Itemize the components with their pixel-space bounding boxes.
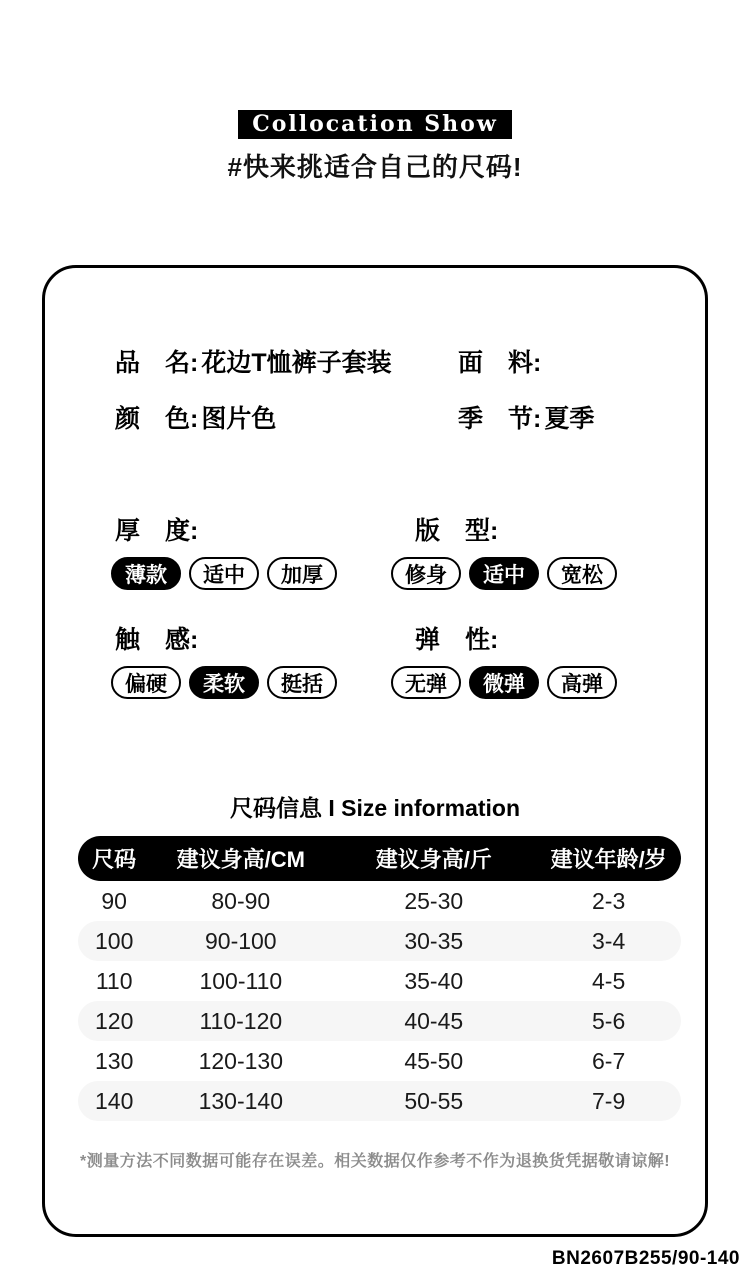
size-table-cell: 45-50 <box>404 1047 464 1074</box>
size-table-cell: 5-6 <box>592 1007 626 1034</box>
attribute-group <box>111 624 391 699</box>
size-table-cell: 130-140 <box>198 1087 284 1114</box>
size-table-cell: 90-100 <box>204 927 277 954</box>
attribute-label: 厚 度: <box>115 517 199 545</box>
attribute-option-pill: 高弹 <box>547 666 617 699</box>
size-table-cell: 2-3 <box>592 887 626 914</box>
product-field <box>458 346 705 380</box>
size-table-row <box>78 921 681 961</box>
size-table-cell: 90 <box>101 887 127 914</box>
attribute-label: 版 型: <box>415 517 499 545</box>
size-table-cell: 80-90 <box>211 887 271 914</box>
banner-wrap <box>0 110 750 139</box>
attribute-option-pill: 修身 <box>391 557 461 590</box>
product-field <box>115 346 458 380</box>
size-table-header <box>78 836 681 881</box>
attribute-group <box>111 515 391 590</box>
product-field <box>458 402 705 436</box>
size-table-cell: 100 <box>94 927 134 954</box>
size-table-rows <box>78 881 681 1121</box>
attribute-option-pill: 偏硬 <box>111 666 181 699</box>
size-table-row <box>78 1001 681 1041</box>
collocation-show-banner: Collocation Show <box>238 110 512 139</box>
attribute-option-pill: 加厚 <box>267 557 337 590</box>
size-table-column-header: 尺码 <box>92 847 137 872</box>
attribute-group <box>391 624 705 699</box>
attribute-options-row <box>391 666 705 699</box>
product-field-value: 图片色 <box>201 405 277 433</box>
size-table-cell: 110-120 <box>199 1007 283 1034</box>
attribute-option-pill: 挺括 <box>267 666 337 699</box>
attribute-option-pill: 无弹 <box>391 666 461 699</box>
attribute-options-row <box>111 557 391 590</box>
attribute-option-pill: 适中 <box>189 557 259 590</box>
size-table-row <box>78 881 681 921</box>
attribute-option-pill-selected: 薄款 <box>111 557 181 590</box>
attribute-group <box>391 515 705 590</box>
attribute-option-pill-selected: 适中 <box>469 557 539 590</box>
product-info-card <box>42 265 708 1237</box>
attribute-option-pill: 宽松 <box>547 557 617 590</box>
size-table-column-header: 建议身高/斤 <box>375 847 492 872</box>
attribute-label: 弹 性: <box>415 626 499 654</box>
product-info-grid <box>45 346 705 436</box>
size-table-cell: 7-9 <box>592 1087 626 1114</box>
size-table-column-header: 建议年龄/岁 <box>550 847 667 872</box>
size-table-cell: 25-30 <box>404 887 464 914</box>
attribute-label: 触 感: <box>115 626 199 654</box>
product-field-value: 花边T恤裤子套装 <box>201 349 392 377</box>
product-field-label: 季 节: <box>458 405 542 433</box>
size-table-row <box>78 961 681 1001</box>
product-field-label: 面 料: <box>458 349 542 377</box>
size-info-title: 尺码信息 I Size information <box>229 795 521 821</box>
size-table-column-header: 建议身高/CM <box>176 847 305 872</box>
size-table-cell: 6-7 <box>592 1047 626 1074</box>
size-table-cell: 110 <box>95 967 133 994</box>
product-field <box>115 402 458 436</box>
size-table-cell: 120 <box>94 1007 134 1034</box>
product-attributes-grid <box>45 515 705 699</box>
product-field-label: 品 名: <box>115 349 199 377</box>
size-table-cell: 130 <box>94 1047 134 1074</box>
attribute-option-pill-selected: 柔软 <box>189 666 259 699</box>
size-table-cell: 100-110 <box>199 967 283 994</box>
product-code-label: BN2607B255/90-140 <box>551 1248 740 1269</box>
size-table-cell: 30-35 <box>404 927 464 954</box>
size-table-row <box>78 1041 681 1081</box>
attribute-option-pill-selected: 微弹 <box>469 666 539 699</box>
size-table-cell: 40-45 <box>404 1007 464 1034</box>
size-table-cell: 4-5 <box>592 967 626 994</box>
size-table-row <box>78 1081 681 1121</box>
attribute-options-row <box>111 666 391 699</box>
size-table-cell: 120-130 <box>198 1047 284 1074</box>
size-table-cell: 140 <box>94 1087 134 1114</box>
size-pick-headline: #快来挑适合自己的尺码! <box>227 152 523 182</box>
attribute-options-row <box>391 557 705 590</box>
product-field-label: 颜 色: <box>115 405 199 433</box>
size-table-cell: 3-4 <box>592 927 626 954</box>
size-table-cell: 50-55 <box>404 1087 464 1114</box>
product-field-value: 夏季 <box>544 405 595 433</box>
measurement-disclaimer: *测量方法不同数据可能存在误差。相关数据仅作参考不作为退换货凭据敬请谅解! <box>79 1153 671 1170</box>
size-table-cell: 35-40 <box>404 967 464 994</box>
